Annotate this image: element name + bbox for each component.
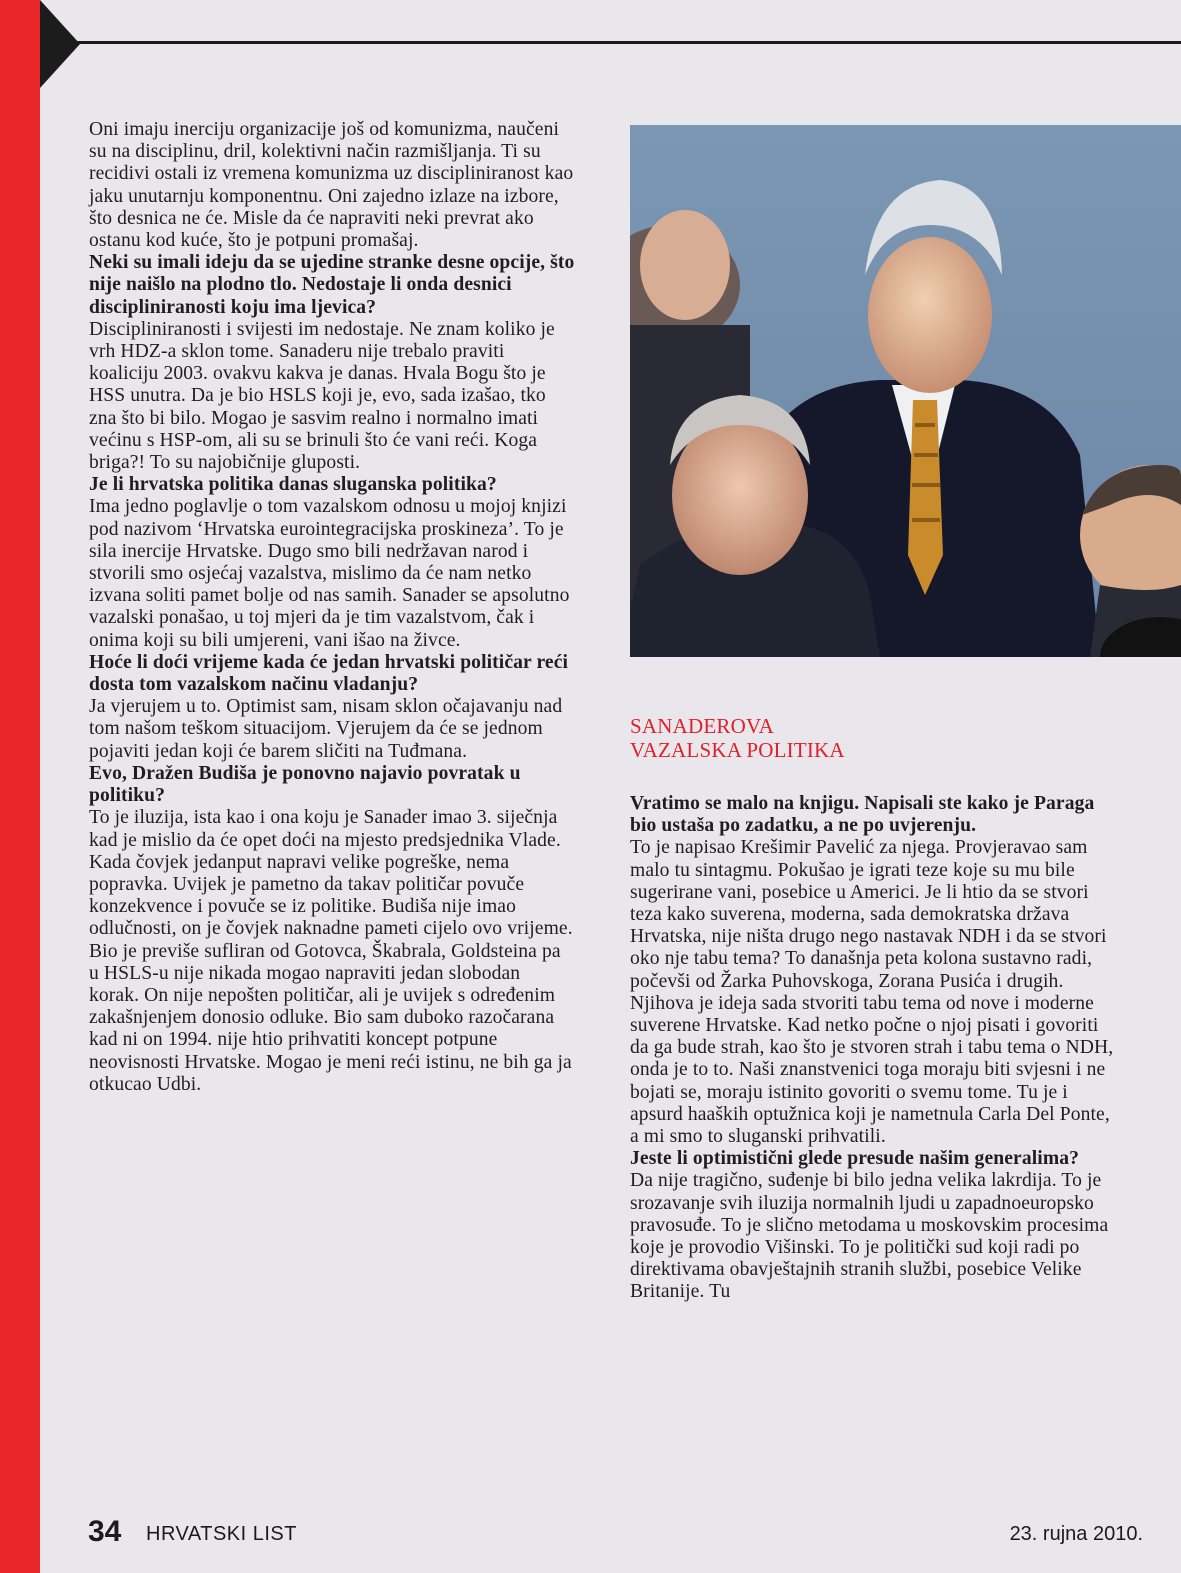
interview-question: Je li hrvatska politika danas sluganska politika? [89,474,497,496]
interview-answer: Oni imaju inerciju organizacije još od komunizma, naučeni su na disciplinu, dril, kolektivni način razmišljanja. Ti su recidivi ostali iz vremena komunizma uz discipliniranost kao jaku unutarnju komponentnu. Oni zajedno izlaze na izbore, što desnica ne će. Misle da će napraviti neki prevrat ako ostanu kod kuće, što je potpuni promašaj. [89,119,574,252]
section-heading [630,714,1050,762]
red-margin-bar [0,0,40,1573]
interview-question: Hoće li doći vrijeme kada će jedan hrvatski političar reći dosta tom vazalskom načinu vladanju? [89,651,569,696]
interview-answer: Ima jedno poglavlje o tom vazalskom odnosu u mojoj knjizi pod nazivom ‘Hrvatska eurointegracijska proskineza’. To je sila inercije Hrvatske. Dugo smo bili nedržavan narod i stvorili smo osjećaj vazalstva, mislimo da će nam netko izvana soliti pamet bolje od nas samih. Sanader se apsolutno vazalski ponašao, u toj mjeri da je tim vazalstvom, čak i onima koji su bili umjereni, vani išao na živce. [89,496,570,651]
arrow-marker [40,0,80,88]
section-heading-line-2: VAZALSKA POLITIKA [630,738,845,762]
top-rule [40,41,1181,44]
interview-question: Vratimo se malo na knjigu. Napisali ste kako je Paraga bio ustaša po zadatku, a ne po uvjerenju. [630,793,1095,837]
publication-name: HRVATSKI LIST [146,1523,297,1545]
issue-date: 23. rujna 2010. [1009,1523,1143,1545]
interview-answer: To je iluzija, ista kao i ona koju je Sanader imao 3. siječnja kad je mislio da će opet doći na mjesto predsjednika Vlade. Kada čovjek jedanput napravi velike pogreške, nema popravka. Uvijek je pametno da takav političar povuče konzekvence i povuče se iz politike. Budiša nije imao odlučnosti, on je čovjek naknadne pameti cijelo ovo vrijeme. Bio je previše sufliran od Gotovca, Škabrala, Goldsteina pa u HSLS-u nije nikada mogao napraviti jedan slobodan korak. On nije nepošten političar, ali je uvijek s određenim zakašnjenjem donosio odluke. Bio sam duboko razočarana kad ni on 1994. nije htio prihvatiti koncept potpune neovisnosti Hrvatske. Mogao je meni reći istinu, ne bih ga ja otkucao Udbi. [89,807,573,1095]
article-photo [630,125,1181,657]
interview-answer: Discipliniranosti i svijesti im nedostaje. Ne znam koliko je vrh HDZ-a sklon tome. Sanaderu nije trebalo praviti koaliciju 2003. ovakvu kakva je danas. Hvala Bogu što je HSS unutra. Da je bio HSLS koji je, evo, sada izašao, tko zna što bi bilo. Mogao je sasvim realno i normalno imati većinu s HSP-om, ali su se brinuli što će vani reći. Koga briga?! To su najobičnije gluposti. [89,318,555,474]
interview-answer: Ja vjerujem u to. Optimist sam, nisam sklon očajavanju nad tom našom teškom situacijom. Vjerujem da će se jednom pojaviti jedan koji će barem sličiti na Tuđmana. [89,696,563,762]
interview-answer: Da nije tragično, suđenje bi bilo jedna velika lakrdija. To je srozavanje svih iluzija normalnih ljudi u zapadnoeuropsko pravosuđe. To je slično metodama u moskovskim procesima koje je provodio Višinski. To je politički sud koji radi po direktivama obavještajnih stranih službi, posebice Velike Britanije. Tu [630,1170,1109,1303]
section-heading-line-1: SANADEROVA [630,714,774,738]
right-text-column [630,793,1120,1304]
interview-answer: To je napisao Krešimir Pavelić za njega. Provjeravao sam malo tu sintagmu. Pokušao je igrati teze koje su mu bile sugerirane vani, posebice u Americi. Je li htio da se stvori teza kako suverena, moderna, sada demokratska država Hrvatska, nije ništa drugo nego nastavak NDH i da se stvori oko nje tabu tema? To današnja peta kolona sustavno radi, počevši od Žarka Puhovskoga, Zorana Pusića i drugih. Njihova je ideja sada stvoriti tabu tema od nove i moderne suverene Hrvatske. Kad netko počne o njoj pisati i govoriti da ga bude strah, kao što je stvoren strah i tabu tema o NDH, onda je to to. Naši znanstvenici toga moraju biti svjesni i ne bojati se, moraju istinito govoriti o svemu tome. Tu je i apsurd haaških optužnica koji je nametnula Carla Del Ponte, a mi smo to sluganski prihvatili. [630,837,1114,1148]
interview-question: Jeste li optimistični glede presude našim generalima? [630,1148,1080,1170]
interview-question: Neki su imali ideju da se ujedine stranke desne opcije, što nije naišlo na plodno tlo. Nedostaje li onda desnici discipliniranosti koju ima ljevica? [89,252,575,318]
interview-question: Evo, Dražen Budiša je ponovno najavio povratak u politiku? [89,762,521,807]
page-number: 34 [88,1515,122,1548]
left-text-column [89,119,575,1096]
